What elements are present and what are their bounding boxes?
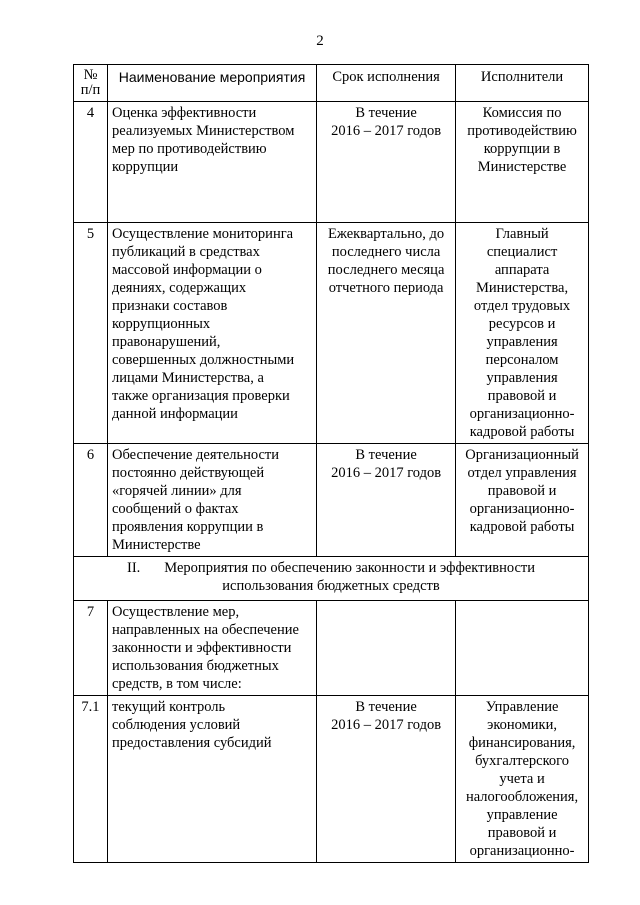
section-row [74,557,589,601]
row-num: 6 [74,444,108,557]
row-executors [456,601,589,696]
row-num: 4 [74,102,108,223]
table-row [74,444,589,557]
header-executors: Исполнители [456,65,589,102]
row-executors: Управление экономики, финансирования, бухгалтерского учета и налогообложения, управление правовой и организационно- [456,696,589,863]
header-num-line: № [83,67,98,83]
measures-table [73,64,589,863]
section-title-line: использования бюджетных средств [222,578,440,594]
row-name: Оценка эффективности реализуемых Министерством мер по противодействию коррупции [107,102,316,223]
header-num-line: п/п [80,82,101,98]
row-name: Обеспечение деятельности постоянно действующей «горячей линии» для сообщений о фактах проявления коррупции в Министерстве [107,444,316,557]
header-num [74,65,108,102]
row-name: Осуществление мониторинга публикаций в средствах массовой информации о деяниях, содержащих признаки составов коррупционных правонарушений, совершенных должностными лицами Министерства, а также организация проверки данной информации [107,223,316,444]
table-row [74,102,589,223]
row-term: В течение 2016 – 2017 годов [317,102,456,223]
row-num: 5 [74,223,108,444]
table-row [74,696,589,863]
row-term: Ежеквартально, до последнего числа последнего месяца отчетного периода [317,223,456,444]
row-executors: Главный специалист аппарата Министерства, отдел трудовых ресурсов и управления персоналом управления правовой и организационно- кадровой работы [456,223,589,444]
row-term: В течение 2016 – 2017 годов [317,696,456,863]
row-term: В течение 2016 – 2017 годов [317,444,456,557]
row-num: 7 [74,601,108,696]
table-header-row [74,65,589,102]
row-term [317,601,456,696]
row-executors: Комиссия по противодействию коррупции в Министерстве [456,102,589,223]
page-number: 2 [316,33,324,49]
header-term: Срок исполнения [317,65,456,102]
section-title-line: Мероприятия по обеспечению законности и эффективности [164,560,535,576]
header-name: Наименование мероприятия [107,65,316,102]
row-executors: Организационный отдел управления правовой и организационно- кадровой работы [456,444,589,557]
section-number: II. [127,560,141,576]
table-row [74,223,589,444]
row-num: 7.1 [74,696,108,863]
section-title [74,557,589,601]
table-row [74,601,589,696]
row-name: Осуществление мер, направленных на обеспечение законности и эффективности использования бюджетных средств, в том числе: [107,601,316,696]
row-name: текущий контроль соблюдения условий предоставления субсидий [107,696,316,863]
